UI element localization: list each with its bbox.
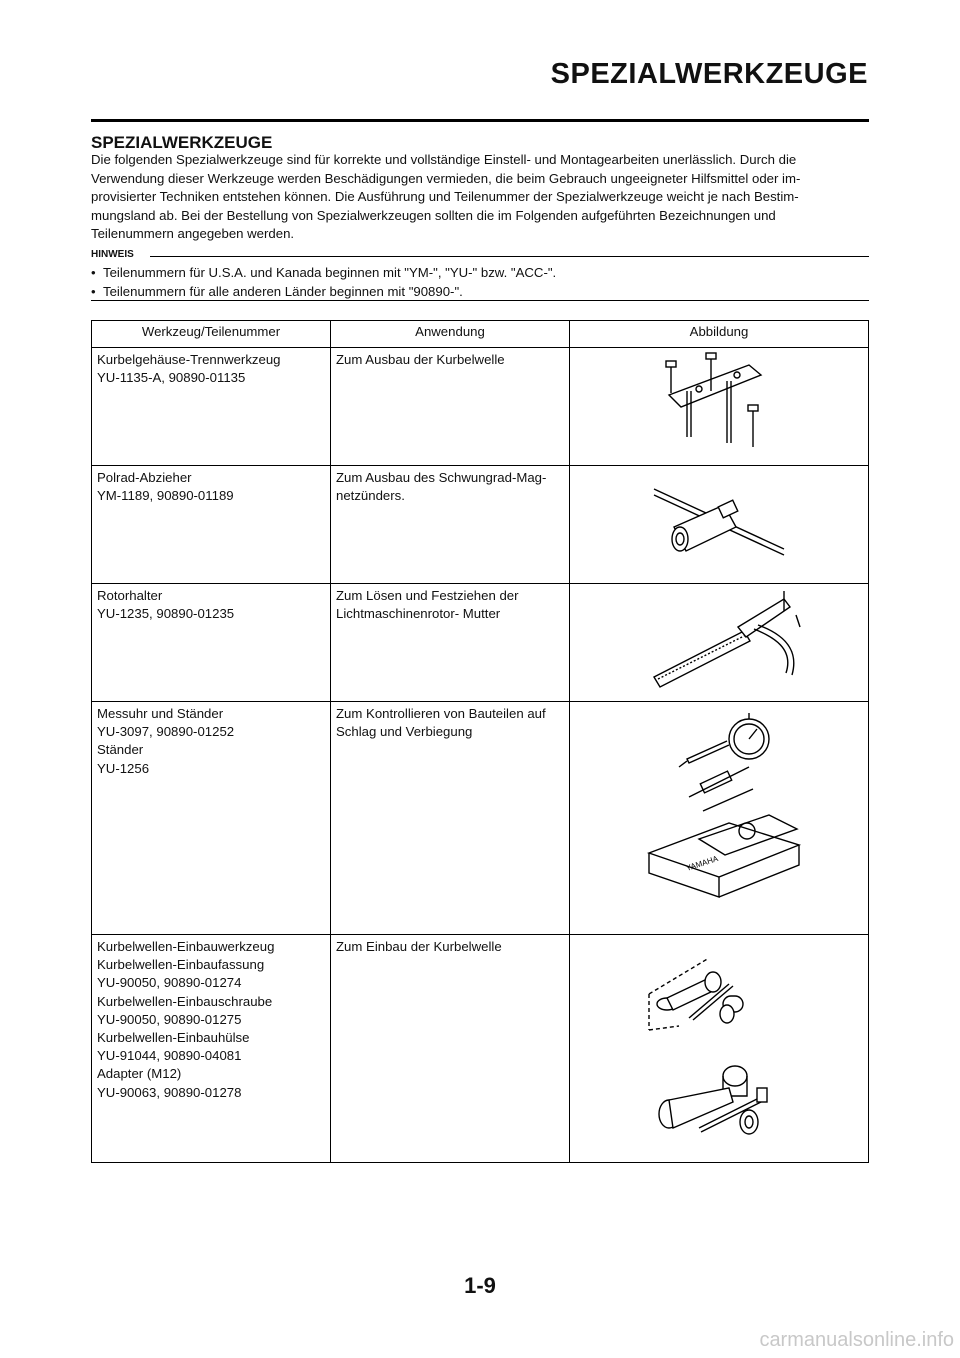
tool-part-number: YU-90063, 90890-01278 [97, 1084, 242, 1100]
crankcase-separator-illustration [649, 351, 789, 459]
illustration-cell [570, 702, 869, 935]
tool-name: Kurbelwellen-Einbauschraube [97, 993, 273, 1009]
tool-part-number: YU-1256 [97, 760, 150, 776]
intro-line: mungsland ab. Bei der Bestellung von Spezialwerkzeugen sollten die im Folgenden aufgeführten Bezeichnungen und [91, 207, 776, 223]
illustration-cell [570, 466, 869, 584]
case-brand-label: YAMAHA [684, 854, 720, 873]
intro-line: provisierter Techniken entstehen können. Die Ausführung und Teilenummer der Spezialwerkzeuge weicht je nach Bestim- [91, 189, 799, 205]
note-list [91, 263, 556, 301]
section-title: SPEZIALWERKZEUGE [91, 133, 273, 152]
table-row [92, 702, 869, 935]
tool-name: Kurbelwellen-Einbaufassung [97, 957, 265, 973]
tool-use: Zum Lösen und Festziehen der [336, 588, 519, 603]
tool-name: Kurbelwellen-Einbauhülse [97, 1030, 250, 1046]
tool-name: Kurbelgehäuse-Trennwerkzeug [97, 352, 281, 367]
special-tools-table [91, 320, 869, 1163]
note-item: • Teilenummern für U.S.A. und Kanada beginnen mit "YM-", "YU-" bzw. "ACC-". [91, 263, 556, 282]
use-cell [331, 348, 570, 466]
column-header-illustration: Abbildung [570, 321, 869, 348]
crankshaft-installer-illustration [639, 938, 799, 1156]
intro-line: Teilenummern angegeben werden. [91, 226, 295, 242]
table-header-row [92, 321, 869, 348]
column-header-tool: Werkzeug/Teilenummer [92, 321, 331, 348]
intro-line: Die folgenden Spezialwerkzeuge sind für korrekte und vollständige Einstell- und Montagearbeiten unerlässlich. Durch die [91, 152, 797, 167]
use-cell [331, 584, 570, 702]
tool-part-number: YU-1235, 90890-01235 [97, 606, 235, 622]
column-header-use: Anwendung [331, 321, 570, 348]
use-cell [331, 702, 570, 935]
table-row [92, 466, 869, 584]
tool-part-number: YU-90050, 90890-01274 [97, 975, 242, 991]
note-label: HINWEIS [91, 249, 134, 260]
page-number: 1-9 [464, 1273, 496, 1298]
tool-part-number: YU-91044, 90890-04081 [97, 1048, 242, 1064]
table-row [92, 584, 869, 702]
tool-part-number: YU-90050, 90890-01275 [97, 1011, 242, 1027]
tool-name: Kurbelwellen-Einbauwerkzeug [97, 939, 275, 954]
header-rule [91, 119, 869, 122]
note-end-rule [91, 300, 869, 301]
intro-paragraph [91, 151, 869, 244]
tool-part-number: YU-3097, 90890-01252 [97, 724, 235, 740]
tool-use: Lichtmaschinenrotor- Mutter [336, 606, 501, 622]
watermark: carmanualsonline.info [759, 1329, 954, 1351]
tool-use: Zum Ausbau des Schwungrad-Mag- [336, 470, 547, 485]
tool-cell [92, 348, 331, 466]
illustration-cell [570, 348, 869, 466]
dial-gauge-stand-illustration [629, 705, 809, 927]
tool-use: Zum Einbau der Kurbelwelle [336, 939, 502, 954]
tool-part-number: YM-1189, 90890-01189 [97, 488, 234, 504]
use-cell [331, 466, 570, 584]
tool-cell [92, 466, 331, 584]
tool-use: Zum Kontrollieren von Bauteilen auf [336, 706, 546, 721]
tool-cell [92, 584, 331, 702]
tool-cell [92, 702, 331, 935]
tool-use: Schlag und Verbiegung [336, 724, 473, 740]
tool-part-number: YU-1135-A, 90890-01135 [97, 370, 246, 386]
illustration-cell [570, 935, 869, 1163]
illustration-cell [570, 584, 869, 702]
intro-line: Verwendung dieser Werkzeuge werden Beschädigungen vermieden, die beim Gebrauch ungeeigneter Hilfsmittel oder im- [91, 170, 801, 186]
use-cell [331, 935, 570, 1163]
table-row [92, 935, 869, 1163]
tool-use: netzünders. [336, 488, 405, 504]
flywheel-puller-illustration [644, 469, 794, 569]
tool-name: Rotorhalter [97, 588, 163, 603]
tool-use: Zum Ausbau der Kurbelwelle [336, 352, 505, 367]
tool-name: Adapter (M12) [97, 1066, 182, 1082]
rotor-holder-illustration [634, 587, 804, 695]
table-row [92, 348, 869, 466]
note-rule [150, 256, 869, 257]
tool-name: Ständer [97, 742, 144, 758]
tool-name: Messuhr und Ständer [97, 706, 224, 721]
tool-cell [92, 935, 331, 1163]
tool-name: Polrad-Abzieher [97, 470, 192, 485]
page-header-title: SPEZIALWERKZEUGE [550, 58, 868, 90]
note-item: • Teilenummern für alle anderen Länder beginnen mit "90890-". [91, 282, 556, 301]
